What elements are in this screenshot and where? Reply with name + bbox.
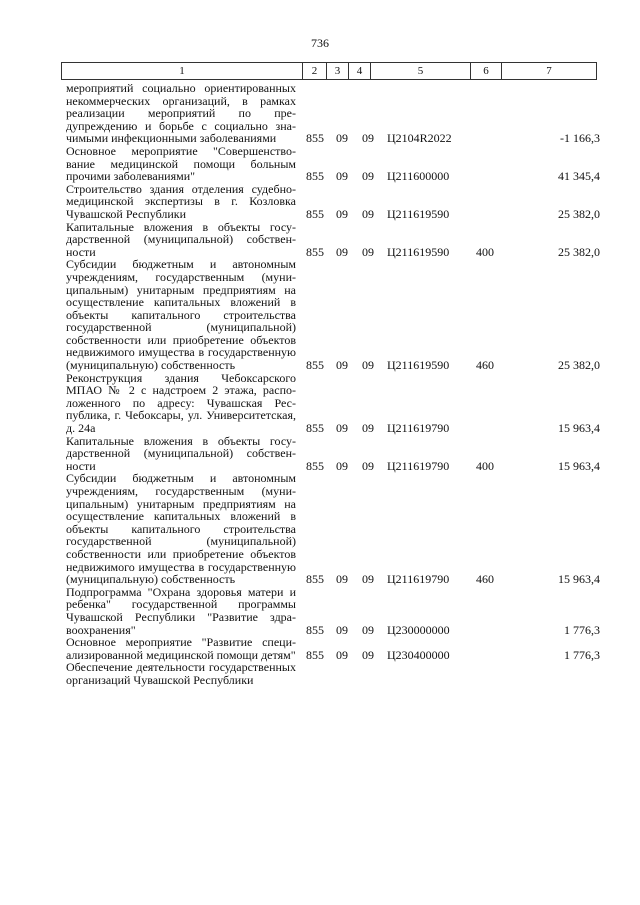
row-description: Обеспечение деятельности государственных организаций Чувашской Республики	[66, 660, 296, 687]
budget-table	[0, 82, 640, 687]
row-vr: 400	[476, 244, 494, 259]
page-number: 736	[311, 36, 329, 50]
row-vr: 460	[476, 572, 494, 587]
row-description: мероприятий социально ориентированных некоммерческих организаций, в рамках реализации мероприятий по предупреждению и борьбе с социально значимыми инфекционными заболеваниями	[66, 81, 296, 146]
table-row	[0, 183, 640, 221]
header-col-6: 6	[471, 62, 502, 80]
row-sum: 25 382,0	[558, 244, 600, 259]
row-rz: 09	[336, 458, 348, 473]
row-rz: 09	[336, 131, 348, 146]
row-rz: 09	[336, 647, 348, 662]
row-description: Субсидии бюджетным и автономным учреждениям, государственным (муниципальным) унитарным предприятиям на осуществление капитальных вложений в объекты капитального строительства государственной (муниципальной) собственности или приобретение объектов недвижимого имущества в государственную (муниципальную) собственность	[66, 257, 296, 373]
row-gr: 855	[306, 244, 324, 259]
row-description: Капитальные вложения в объекты государственной (муниципальной) собственности	[66, 219, 296, 259]
row-description: Капитальные вложения в объекты государственной (муниципальной) собственности	[66, 433, 296, 473]
row-rz: 09	[336, 169, 348, 184]
row-sum: 15 963,4	[558, 458, 600, 473]
row-gr: 855	[306, 206, 324, 221]
table-row	[0, 221, 640, 259]
header-col-2: 2	[303, 62, 327, 80]
header-col-1: 1	[61, 62, 303, 80]
row-description: Субсидии бюджетным и автономным учреждениям, государственным (муниципальным) унитарным предприятиям на осуществление капитальных вложений в объекты капитального строительства государственной (муниципальной) собственности или приобретение объектов недвижимого имущества в государственную (муниципальную) собственность	[66, 471, 296, 587]
row-pr: 09	[362, 169, 374, 184]
row-sum: 1 776,3	[564, 647, 600, 662]
row-pr: 09	[362, 572, 374, 587]
row-pr: 09	[362, 206, 374, 221]
row-pr: 09	[362, 458, 374, 473]
table-row	[0, 82, 640, 145]
header-col-4: 4	[349, 62, 371, 80]
row-cs: Ц230400000	[387, 647, 450, 662]
table-row	[0, 661, 640, 686]
header-col-7: 7	[502, 62, 597, 80]
table-row	[0, 586, 640, 636]
row-pr: 09	[362, 358, 374, 373]
table-row	[0, 472, 640, 585]
header-col-5: 5	[371, 62, 471, 80]
row-sum: 15 963,4	[558, 572, 600, 587]
row-gr: 855	[306, 458, 324, 473]
row-description: Подпрограмма "Охрана здоровья матери и ребенка" государственной программы Чувашской Республики "Развитие здравоохранения"	[66, 584, 296, 637]
row-sum: -1 166,3	[560, 131, 600, 146]
row-rz: 09	[336, 421, 348, 436]
row-sum: 15 963,4	[558, 421, 600, 436]
row-description: Основное мероприятие "Совершенствование медицинской помощи больным прочими заболеваниями"	[66, 143, 296, 184]
row-gr: 855	[306, 169, 324, 184]
row-gr: 855	[306, 421, 324, 436]
row-cs: Ц211619790	[387, 421, 450, 436]
row-vr: 460	[476, 358, 494, 373]
row-description: Реконструкция здания Чебоксарского МПАО № 2 с надстроем 2 этажа, расположенного по адресу: Чувашская Республика, г. Чебоксары, ул. Университетская, д. 24а	[66, 370, 296, 436]
table-row	[0, 435, 640, 473]
row-vr: 400	[476, 458, 494, 473]
table-row	[0, 258, 640, 371]
row-description: Основное мероприятие "Развитие специализированной медицинской помощи детям"	[66, 635, 296, 662]
header-col-3: 3	[327, 62, 349, 80]
table-row	[0, 145, 640, 183]
row-gr: 855	[306, 622, 324, 637]
row-description: Строительство здания отделения судебно-медицинской экспертизы в г. Козловка Чувашской Республики	[66, 181, 296, 221]
row-cs: Ц211600000	[387, 169, 450, 184]
row-gr: 855	[306, 358, 324, 373]
row-sum: 41 345,4	[558, 169, 600, 184]
row-rz: 09	[336, 622, 348, 637]
row-pr: 09	[362, 647, 374, 662]
row-gr: 855	[306, 572, 324, 587]
row-cs: Ц211619790	[387, 572, 450, 587]
row-cs: Ц2104R2022	[387, 131, 452, 146]
row-sum: 25 382,0	[558, 206, 600, 221]
table-header	[61, 62, 597, 80]
row-gr: 855	[306, 131, 324, 146]
row-rz: 09	[336, 358, 348, 373]
table-row	[0, 372, 640, 435]
row-pr: 09	[362, 622, 374, 637]
row-gr: 855	[306, 647, 324, 662]
row-cs: Ц211619590	[387, 244, 450, 259]
row-rz: 09	[336, 244, 348, 259]
table-row	[0, 636, 640, 661]
row-cs: Ц211619790	[387, 458, 450, 473]
row-pr: 09	[362, 131, 374, 146]
row-rz: 09	[336, 572, 348, 587]
row-cs: Ц230000000	[387, 622, 450, 637]
row-cs: Ц211619590	[387, 206, 450, 221]
row-pr: 09	[362, 421, 374, 436]
row-rz: 09	[336, 206, 348, 221]
row-cs: Ц211619590	[387, 358, 450, 373]
row-pr: 09	[362, 244, 374, 259]
row-sum: 1 776,3	[564, 622, 600, 637]
row-sum: 25 382,0	[558, 358, 600, 373]
